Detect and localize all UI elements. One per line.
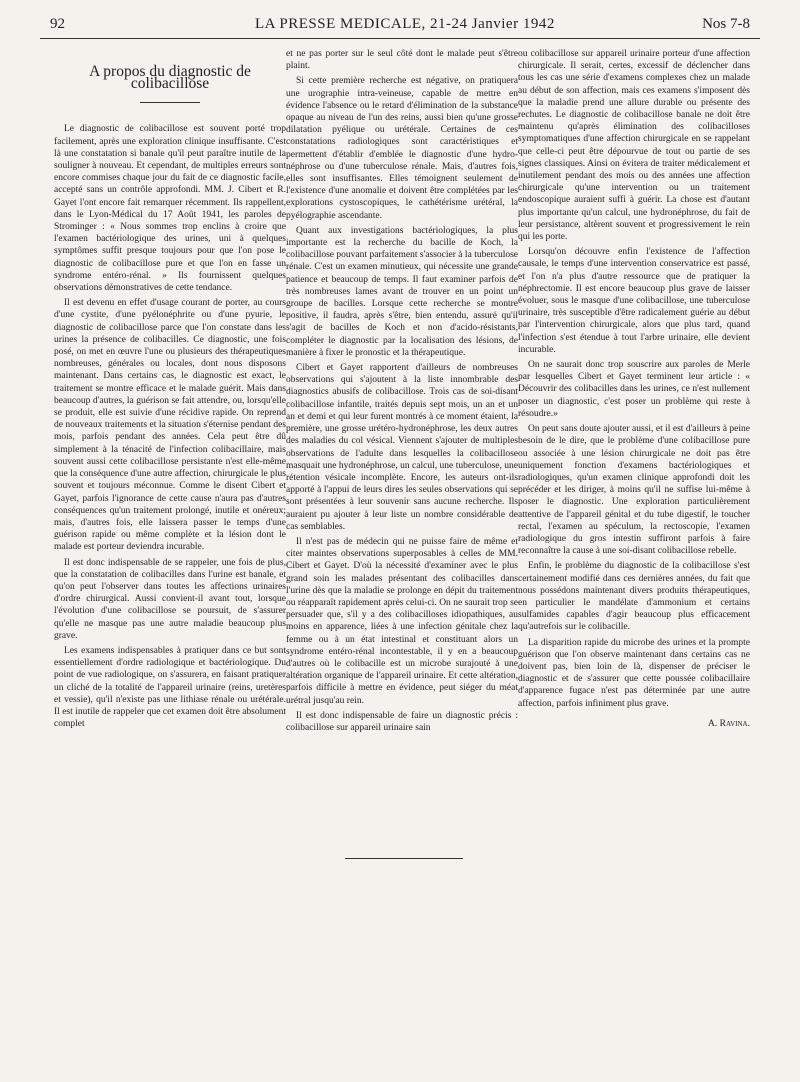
paragraph: On peut sans doute ajouter aussi, et il est d'ailleurs à peine besoin de le dire, que le problème d'une colibacillose pure ou associée à une lésion chirurgicale ne doit pas être uniquement fonction d'examens bactériologiques et radiologiques, qu'un examen clinique approfondi doit les précéder et les diriger, à moins qu'il ne suffise lui-même à poser le diagnostic. Une exploration particulièrement attentive de l'appareil génital et du tube digestif, le toucher rectal, l'examen au spéculum, la rectoscopie, l'examen radiologique du gros intestin suffiront parfois à faire reconnaître la cause à une soi-disant colibacillose rebelle.: [518, 424, 750, 557]
paragraph: Il est devenu en effet d'usage courant de porter, au cours d'une cystite, d'une pyélonéphrite ou d'une pyurie, le diagnostic de colibacillose parce que l'on constate dans les urines la présence de colibacilles. Ce diagnostic, une fois posé, on met en œuvre l'une ou plusieurs des thérapeutiques nombreuses, générales ou locales, dont nous disposons maintenant. Dans certains cas, le diagnostic est exact, le traitement se montre efficace et le malade guérit. Mais dans beaucoup d'autres, la guérison se fait attendre, ou, lorsqu'elle se produit, elle est suivie d'une récidive rapide. On reprend de nouveaux traitements et la situation s'éternise pendant des mois, parfois pendant des années. Cela peut être dû simplement à la ténacité de l'infection colibacillaire, mais souvent aussi cette colibacillose persistante n'est elle-même que la conséquence d'une autre affection, chirurgicale le plus souvent et toujours méconnue. Comme le disent Cibert et Gayet, parfois l'ignorance de cette cause n'aura pas d'autres conséquences qu'un traitement prolongé, inutile et onéreux; mais, d'autres fois, elle laissera passer le temps d'une guérison rapide ou même complète et la lésion dont le malade est porteur deviendra incurable.: [54, 298, 286, 553]
paragraph: Cibert et Gayet rapportent d'ailleurs de nombreuses observations qui s'ajoutent à la liste innombrable des diagnostics abusifs de colibacillose. Trois cas de soi-disant colibacillose infantile, traités depuis sept mois, un an et un an et demi et qui leur furent montrés à ce moment étaient, la première, une grosse urétéro-hydronéphrose, les deux autres des maladies du col vésical. Viennent s'ajouter de multiples observations de l'adulte dans lesquelles la colibacillose masquait une hydronéphrose, un calcul, une tuberculose, une rétention vésicale incomplète. Encore, les auteurs ont-ils apporté à l'appui de leurs dires les seules observations qui se sont présentées à leur souvenir sans aucune recherche. Ils auraient pu ajouter à leur liste un nombre considérable de cas semblables.: [286, 363, 518, 532]
paragraph: et ne pas porter sur le seul côté dont le malade peut s'être plaint.: [286, 49, 518, 72]
paragraph: Quant aux investigations bactériologiques, la plus importante est la recherche du bacille de Koch, la colibacillose pouvant parfaitement s'associer à la tuberculose rénale. C'est un examen minutieux, qui nécessite une grande patience et beaucoup de temps. Il faut examiner parfois de très nombreuses lames avant de trouver en un point un groupe de bacilles. Lorsque cette recherche se montre positive, il faudra, après s'être, bien entendu, assuré qu'il s'agit de bacilles de Koch et non d'acido-résistants, compléter le diagnostic par la localisation des lésions, de manière à fixer le pronostic et la thérapeutique.: [286, 225, 518, 358]
paragraph: Il est donc indispensable de faire un diagnostic précis : colibacillose sur appareil urinaire sain: [286, 710, 518, 733]
paragraph: Il n'est pas de médecin qui ne puisse faire de même et citer maintes observations superposables à celles de MM. Cibert et Gayet. D'où la nécessité d'examiner avec le plus grand soin les malades présentant des colibacilles dans l'urine dès que la maladie se prolonge en dépit du traitement ou réapparaît rapidement après celui-ci. On ne saurait trop se persuader que, s'il y a des colibacilloses idiopathiques, au moins en apparence, liées à une infection génitale chez la femme ou à un état intestinal et constituant alors un syndrome entéro-rénal incontestable, il y en a beaucoup d'autres où le colibacille est un microbe surajouté à une altération organique de l'appareil urinaire. Et cette altération, parfois difficile à mettre en évidence, peut siéger du méat urétral jusqu'au rein.: [286, 536, 518, 706]
paragraph: Si cette première recherche est négative, on pratiquera une urographie intra-veineuse, capable de mettre en évidence l'absence ou le retard d'élimination de la substance opaque au niveau de l'un des reins, aussi bien qu'une grosse dilatation pyélique ou urétérale. Certaines de ces constatations radiologiques sont caractéristiques et permettent d'établir d'emblée le diagnostic d'une hydro-néphrose ou d'une tuberculose rénale. Mais, d'autres fois, elles sont insuffisantes. Elles témoignent seulement de l'existence d'une anomalie et doivent être complétées par les explorations cystoscopiques, le cathétérisme urétéral, la pyélographie ascendante.: [286, 76, 518, 221]
paragraph: On ne saurait donc trop souscrire aux paroles de Merle par lesquelles Cibert et Gayet terminent leur article : « Découvrir des colibacilles dans les urines, ce n'est nullement poser un diagnostic, c'est poser un problème qui reste à résoudre.»: [518, 360, 750, 419]
paragraph: Les examens indispensables à pratiquer dans ce but sont essentiellement d'ordre radiologique et bactériologique. Du point de vue radiologique, on s'assurera, en faisant pratiquer un cliché de la totalité de l'appareil urinaire (reins, uretères et vessie), qu'il n'existe pas une lithiase rénale ou urétérale. Il est inutile de rappeler que cet examen doit être absolument complet: [54, 645, 286, 730]
paragraph: ou colibacillose sur appareil urinaire porteur d'une affection chirurgicale. Il serait, certes, excessif de déclencher dans tous les cas une série d'examens complexes chez un malade au début de son affection, mais ces examens s'imposent dès que la maladie prend une allure durable ou présente des rechutes. Le diagnostic de colibacillose banale ne doit être maintenu qu'après élimination des colibacilloses symptomatiques d'une affection chirurgicale en se rappelant que celle-ci peut être dépourvue de tout ou partie de ses signes classiques. Ainsi on évitera de traiter médicalement et inutilement pendant des mois ou des années une affection chirurgicale qu'une intervention ou un traitement endoscopique auraient suffi à guérir. La chose est d'autant plus importante qu'un calcul, une hydronéphrose, du fait de leur persistance, altèrent souvent et progressivement le rein qui les porte.: [518, 49, 750, 243]
column-3: [518, 48, 750, 730]
column-1: [54, 48, 286, 730]
paragraph: Lorsqu'on découvre enfin l'existence de l'affection causale, le temps d'une intervention conservatrice est passé, et l'on n'a plus d'autre ressource que de pratiquer la néphrectomie. Il est encore beaucoup plus grave de laisser évoluer, sous le masque d'une colibacillose, une tuberculose urinaire, très susceptible d'être radicalement guérie au début par l'intervention chirurgicale, alors que plus tard, quand l'infection s'est étendue à tout l'arbre urinaire, elle devient incurable.: [518, 247, 750, 355]
end-divider: [345, 858, 463, 859]
issue-number: Nos 7-8: [702, 16, 750, 32]
paragraph: Le diagnostic de colibacillose est souvent porté trop facilement, après une exploration clinique insuffisante. C'est là une constatation si banale qu'il peut paraître inutile de la souligner à nouveau. Et cependant, de multiples erreurs sont encore commises chaque jour du fait de ce diagnostic facile, accepté sans un contrôle approfondi. MM. J. Cibert et R. Gayet l'ont encore fait remarquer récemment. Ils rappellent, dans le Lyon-Médical du 17 Août 1941, les paroles de Strominger : « Nous sommes trop enclins à croire que l'examen bactériologique des urines, uni à quelques symptômes suffit presque toujours pour que l'on pose le diagnostic de colibacillose pure et que l'on en fasse un syndrome entéro-rénal. » Ils fournissent quelques observations démonstratives de cette tendance.: [54, 124, 286, 294]
paragraph: Enfin, le problème du diagnostic de la colibacillose s'est certainement modifié dans ces dernières années, du fait que nous possédons maintenant divers produits thérapeutiques, en particulier le mandélate d'ammonium et certains sulfamides capables d'agir beaucoup plus efficacement qu'autrefois sur le colibacille.: [518, 561, 750, 633]
page-header: [40, 14, 760, 39]
title-divider: [140, 102, 200, 103]
paragraph: La disparition rapide du microbe des urines et la prompte guérison que l'on observe maintenant dans certains cas ne doivent pas, bien loin de là, dispenser de préciser le diagnostic et de s'assurer que cette poussée colibacillaire d'apparence fugace n'est pas déterminée par une autre affection, parfois infiniment plus grave.: [518, 637, 750, 709]
article-title: A propos du diagnostic de colibacillose: [89, 63, 251, 93]
journal-title: LA PRESSE MEDICALE, 21-24 Janvier 1942: [255, 16, 555, 32]
paragraph: Il est donc indispensable de se rappeler, une fois de plus, que la constatation de colibacilles dans l'urine est banale, et qu'on peut l'observer dans toutes les affections urinaires d'ordre chirurgical. Aussi convient-il avant tout, lorsque l'évolution d'une colibacillose se poursuit, de s'assurer qu'elle ne masque pas une autre maladie beaucoup plus grave.: [54, 557, 286, 641]
column-2: [286, 48, 518, 734]
author-signature: A. Ravina.: [708, 718, 750, 729]
page-number: 92: [50, 16, 65, 32]
